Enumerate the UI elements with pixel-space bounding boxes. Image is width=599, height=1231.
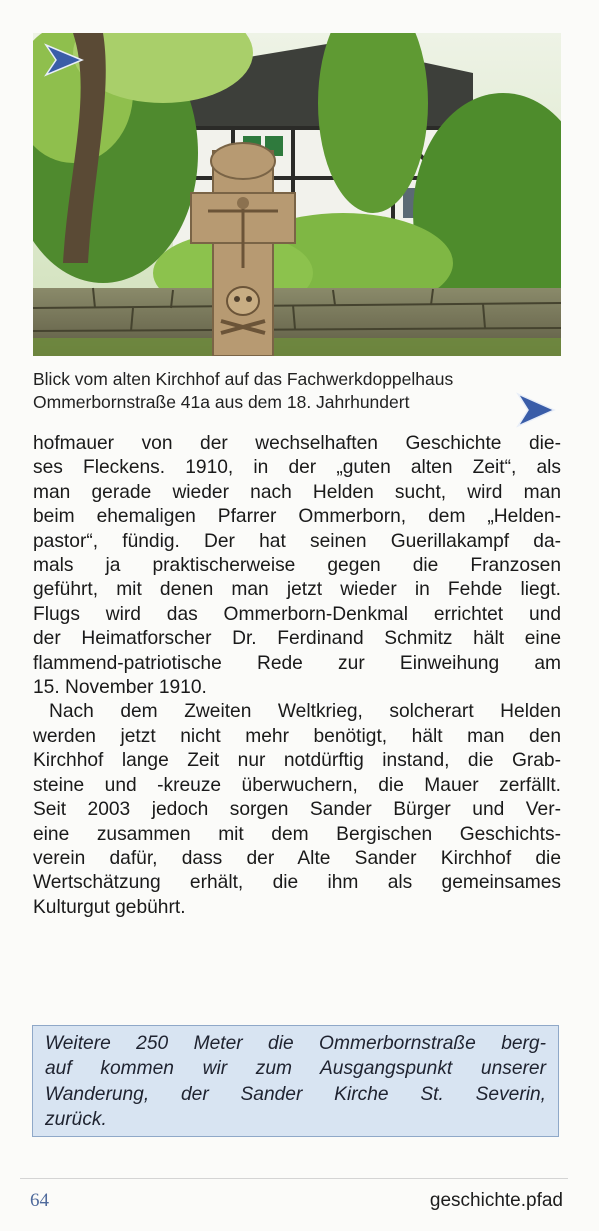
body-line: verein dafür, dass der Alte Sander Kirchhof die	[33, 847, 561, 869]
body-line: werden jetzt nicht mehr benötigt, hält man den	[33, 725, 561, 747]
photo-caption	[33, 368, 553, 414]
footer-divider	[20, 1178, 568, 1179]
body-line: steine und -kreuze überwuchern, die Mauer zerfällt.	[33, 774, 561, 796]
caption-line-2: Ommerbornstraße 41a aus dem 18. Jahrhundert	[33, 392, 410, 412]
body-line: Kirchhof lange Zeit nur notdürftig instand, die Grab-	[33, 750, 561, 772]
callout-line: Wanderung, der Sander Kirche St. Severin,	[45, 1083, 546, 1105]
body-line: Seit 2003 jedoch sorgen Sander Bürger und Ver-	[33, 799, 561, 821]
photo-illustration	[33, 33, 561, 356]
callout-line: Weitere 250 Meter die Ommerbornstraße berg-	[45, 1033, 546, 1054]
article-body	[33, 432, 561, 920]
callout-line: auf kommen wir zum Ausgangspunkt unserer	[45, 1058, 546, 1080]
body-line: Flugs wird das Ommerborn-Denkmal errichtet und	[33, 603, 561, 625]
body-line: eine zusammen mit dem Bergischen Geschichts-	[33, 823, 561, 845]
body-line: Kulturgut gebührt.	[33, 896, 186, 918]
callout-line: zurück.	[45, 1109, 107, 1131]
body-line: geführt, mit denen man jetzt wieder in Fehde liegt.	[33, 579, 561, 601]
body-line: mals ja praktischerweise gegen die Franzosen	[33, 555, 561, 577]
body-line: beim ehemaligen Pfarrer Ommerborn, dem „Helden-	[33, 506, 561, 528]
body-line: pastor“, fündig. Der hat seinen Guerillakampf da-	[33, 530, 561, 552]
arrow-marker-icon	[516, 392, 556, 428]
body-line: hofmauer von der wechselhaften Geschichte die-	[33, 433, 561, 454]
body-line: ses Fleckens. 1910, in der „guten alten Zeit“, als	[33, 457, 561, 479]
footer-title: geschichte.pfad	[429, 1190, 563, 1211]
body-line: der Heimatforscher Dr. Ferdinand Schmitz hält eine	[33, 628, 561, 650]
churchyard-photo	[33, 33, 561, 356]
body-line: flammend-patriotische Rede zur Einweihung am	[33, 652, 561, 674]
page-number: 64	[30, 1190, 49, 1211]
caption-line-1: Blick vom alten Kirchhof auf das Fachwerkdoppelhaus	[33, 369, 454, 389]
route-callout-box	[32, 1025, 559, 1137]
body-line: man gerade wieder nach Helden sucht, wird man	[33, 481, 561, 503]
body-line: Nach dem Zweiten Weltkrieg, solcherart Helden	[49, 701, 561, 723]
body-line: 15. November 1910.	[33, 677, 207, 699]
body-line: Wertschätzung erhält, die ihm als gemeinsames	[33, 872, 561, 894]
arrow-marker-icon	[44, 43, 84, 77]
